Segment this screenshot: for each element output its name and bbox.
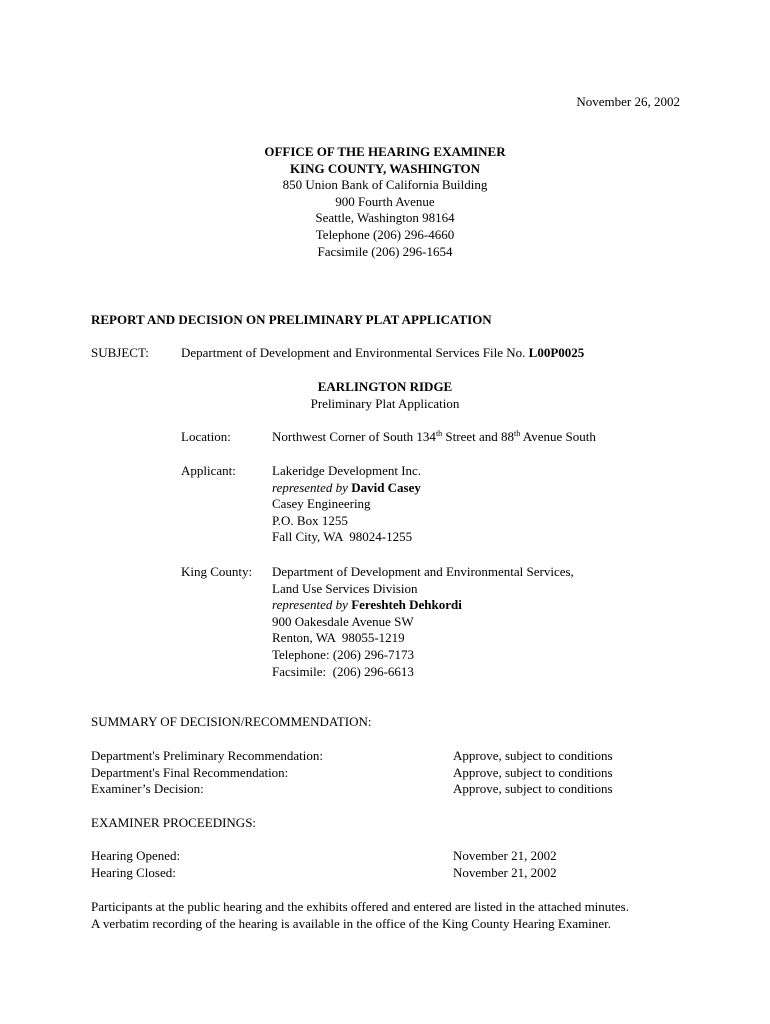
location-part: Street and 88 [442,429,515,444]
project-type: Preliminary Plat Application [310,395,460,411]
summary-row-value: Approve, subject to conditions [453,748,613,763]
location-label: Location: [181,429,231,444]
project-heading [0,379,770,412]
closing-line: A verbatim recording of the hearing is available in the office of the King County Hearing Examiner. [91,915,611,931]
office-county: KING COUNTY, WASHINGTON [289,160,481,176]
project-name: EARLINGTON RIDGE [317,379,453,394]
applicant-company: Lakeridge Development Inc. [272,463,422,478]
kc-department: Department of Development and Environmental Services, [272,564,574,579]
representative-name: Fereshteh Dehkordi [351,597,462,613]
applicant-block [272,463,421,546]
summary-row-value: Approve, subject to conditions [453,781,613,797]
closing-paragraph [91,899,629,932]
report-title: REPORT AND DECISION ON PRELIMINARY PLAT APPLICATION [91,312,492,327]
kc-city: Renton, WA 98055-1219 [272,630,405,646]
subject-description: Department of Development and Environmental Services File No. [181,345,526,360]
king-county-block [272,564,574,680]
king-county-label: King County: [181,564,253,579]
location-part: Avenue South [520,429,596,444]
proceedings-labels [91,848,180,881]
representative-name: David Casey [351,479,421,495]
subject-text [181,345,584,362]
office-facsimile: Facsimile (206) 296-1654 [317,243,453,259]
location-part: Northwest Corner of South 134 [272,429,436,444]
proceedings-row-value: November 21, 2002 [453,864,557,880]
proceedings-heading: EXAMINER PROCEEDINGS: [91,815,257,830]
represented-by: represented by [272,479,348,495]
office-telephone: Telephone (206) 296-4660 [315,226,455,242]
proceedings-values [453,848,557,881]
proceedings-row-value: November 21, 2002 [453,848,557,863]
kc-telephone: Telephone: (206) 296-7173 [272,646,415,662]
applicant-po-box: P.O. Box 1255 [272,512,348,528]
ordinal-suffix: th [435,429,443,438]
kc-division: Land Use Services Division [272,580,418,596]
closing-line: Participants at the public hearing and the exhibits offered and entered are listed in the attached minutes. [91,899,629,914]
kc-representative [272,597,574,614]
location-value [272,429,596,446]
summary-heading: SUMMARY OF DECISION/RECOMMENDATION: [91,714,372,729]
represented-by: represented by [272,597,348,613]
subject-label: SUBJECT: [91,345,149,360]
office-address-line: 850 Union Bank of California Building [282,177,488,193]
document-date: November 26, 2002 [576,94,680,109]
summary-labels [91,748,323,798]
office-header [0,144,770,260]
proceedings-row-label: Hearing Opened: [91,848,181,863]
summary-row-label: Department's Final Recommendation: [91,764,289,780]
summary-row-label: Department's Preliminary Recommendation: [91,748,323,763]
ordinal-suffix: th [514,429,521,438]
office-name: OFFICE OF THE HEARING EXAMINER [264,144,506,159]
applicant-firm: Casey Engineering [272,496,371,512]
summary-row-value: Approve, subject to conditions [453,764,613,780]
summary-values [453,748,613,798]
summary-row-label: Examiner’s Decision: [91,781,204,797]
kc-facsimile: Facsimile: (206) 296-6613 [272,663,414,679]
applicant-label: Applicant: [181,463,236,478]
proceedings-row-label: Hearing Closed: [91,864,176,880]
office-address-line: 900 Fourth Avenue [335,193,435,209]
office-address-line: Seattle, Washington 98164 [315,210,455,226]
applicant-city: Fall City, WA 98024-1255 [272,529,413,545]
file-number: L00P0025 [528,345,585,360]
applicant-representative [272,480,421,497]
kc-street: 900 Oakesdale Avenue SW [272,613,414,629]
